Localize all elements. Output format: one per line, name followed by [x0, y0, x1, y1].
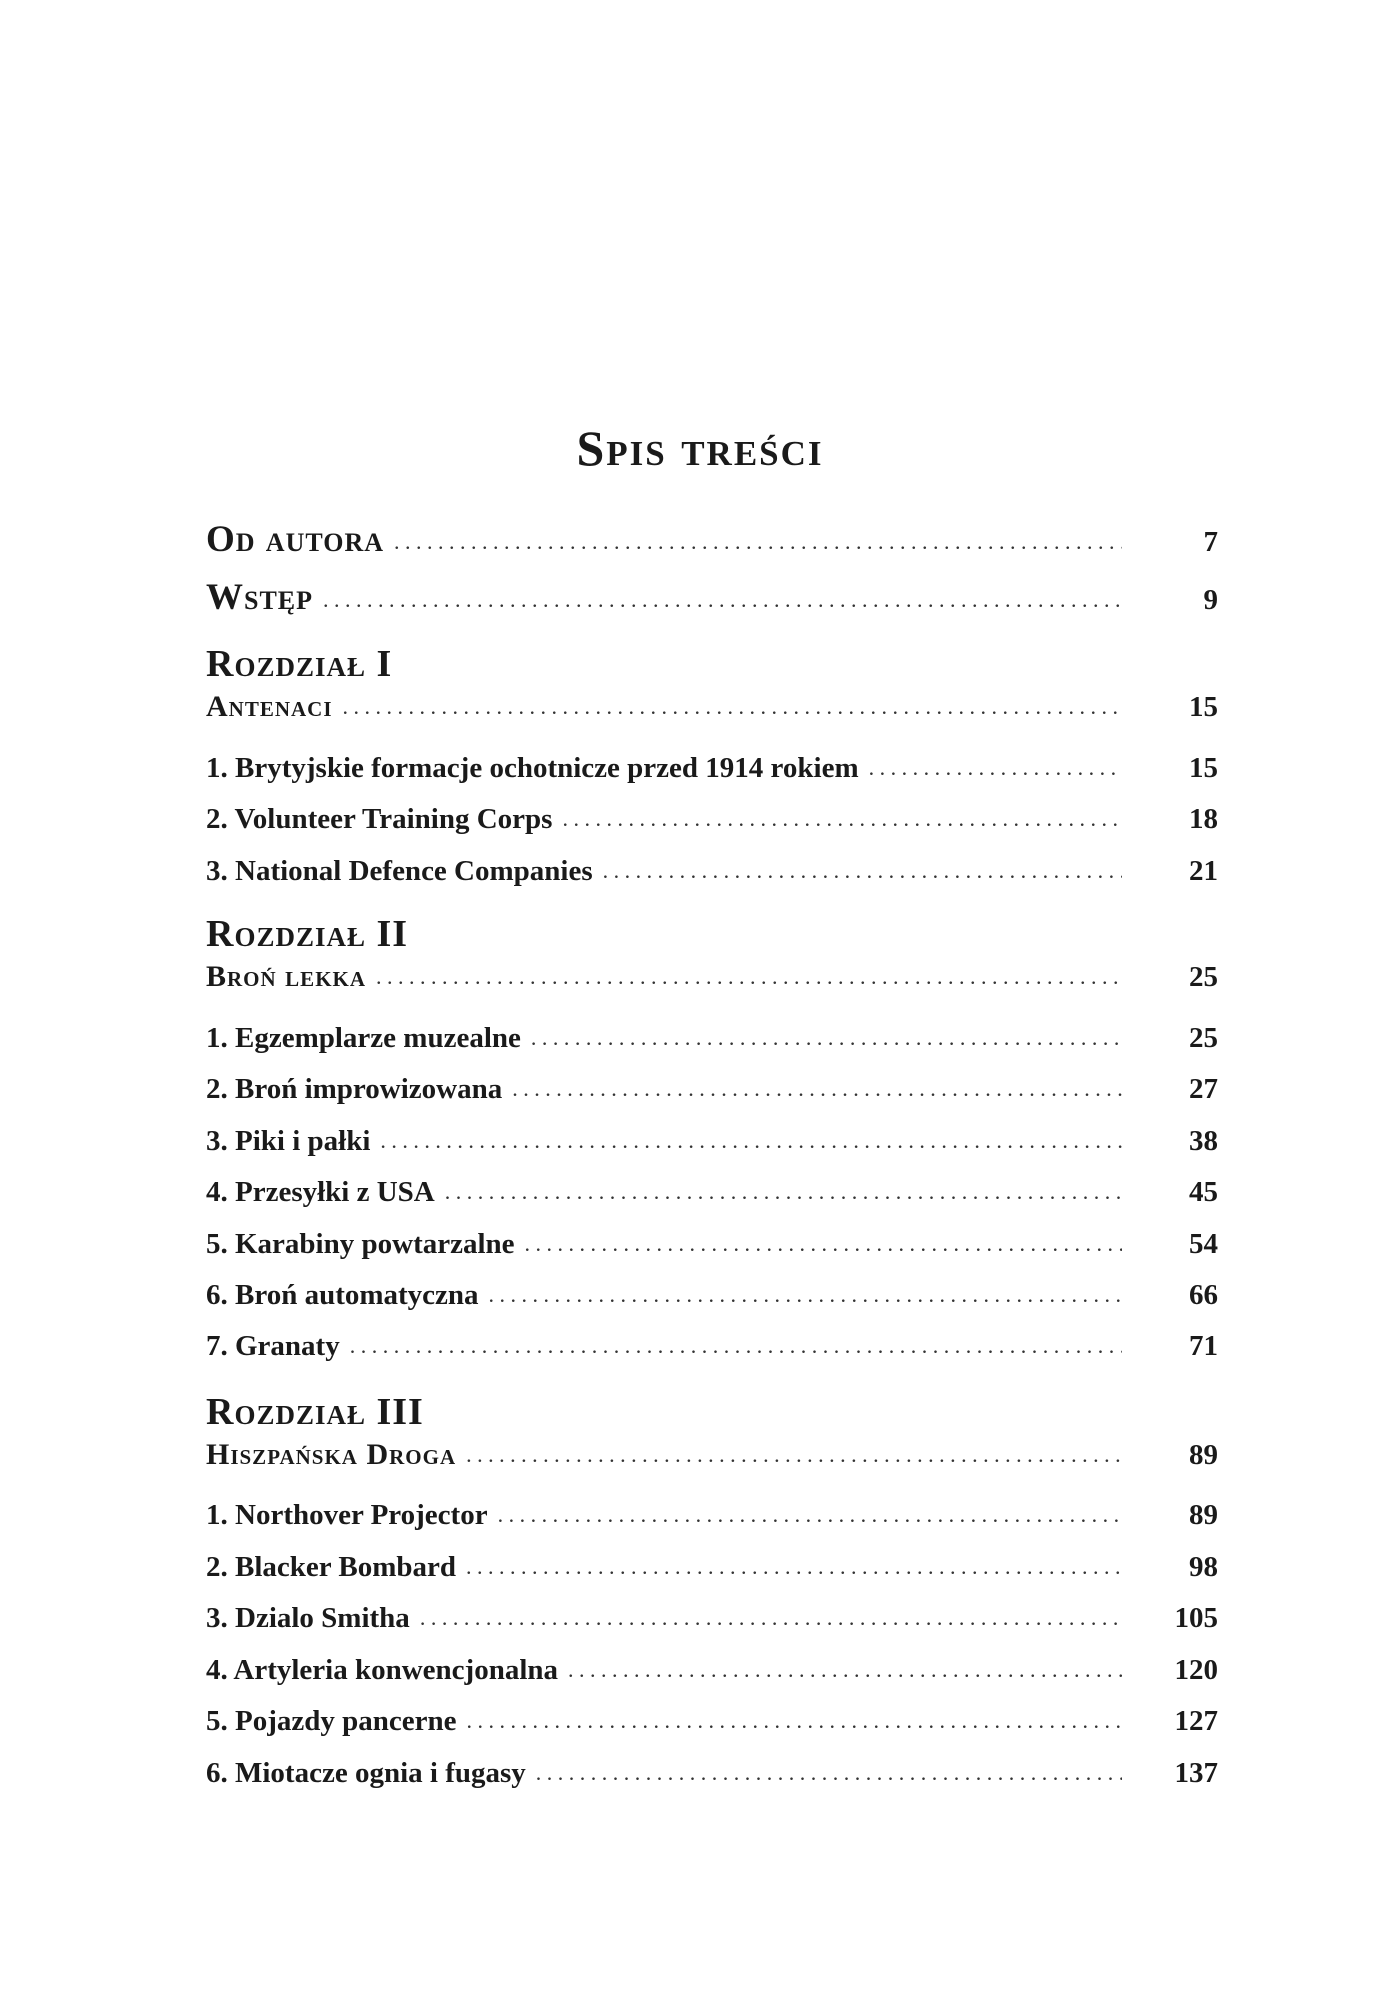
toc-item[interactable] [206, 1125, 1218, 1165]
toc-item-label: 4. Artyleria konwencjonalna [206, 1654, 559, 1686]
toc-item[interactable] [206, 1705, 1218, 1745]
dot-leader [466, 1442, 1122, 1468]
dot-leader [512, 1076, 1122, 1102]
chapter-title-entry[interactable] [206, 960, 1218, 1002]
dot-leader [525, 1231, 1122, 1257]
toc-item[interactable] [206, 1228, 1218, 1268]
toc-item-label: 1. Brytyjskie formacje ochotnicze przed 1914 rokiem [206, 752, 859, 784]
page-number: 120 [1174, 1654, 1218, 1686]
dot-leader [394, 529, 1122, 555]
dot-leader [445, 1179, 1122, 1205]
page-number: 89 [1189, 1439, 1218, 1471]
dot-leader [489, 1282, 1122, 1308]
page-number: 27 [1189, 1073, 1218, 1105]
dot-leader [343, 694, 1122, 720]
page-number: 127 [1174, 1705, 1218, 1737]
dot-leader [350, 1333, 1122, 1359]
toc-item-label: 1. Northover Projector [206, 1499, 488, 1531]
chapter-heading: Rozdział II [206, 913, 409, 955]
chapter-title: Hiszpańska Droga [206, 1438, 457, 1471]
chapter-heading: Rozdział I [206, 643, 393, 685]
toc-item[interactable] [206, 1551, 1218, 1591]
page-number: 18 [1189, 803, 1218, 835]
page-number: 105 [1174, 1602, 1218, 1634]
page-number: 21 [1189, 855, 1218, 887]
toc-item[interactable] [206, 1330, 1218, 1370]
page-number: 25 [1189, 961, 1218, 993]
dot-leader [498, 1502, 1122, 1528]
page-number: 45 [1189, 1176, 1218, 1208]
page-number: 137 [1174, 1757, 1218, 1789]
toc-item-label: 3. Piki i pałki [206, 1125, 371, 1157]
page-number: 54 [1189, 1228, 1218, 1260]
toc-item[interactable] [206, 752, 1218, 792]
page-number: 15 [1189, 691, 1218, 723]
toc-item[interactable] [206, 1499, 1218, 1539]
toc-item-label: 4. Przesyłki z USA [206, 1176, 435, 1208]
toc-item-label: 6. Miotacze ognia i fugasy [206, 1757, 526, 1789]
page-number: 89 [1189, 1499, 1218, 1531]
page-number: 15 [1189, 752, 1218, 784]
toc-item-label: 2. Volunteer Training Corps [206, 803, 553, 835]
dot-leader [536, 1760, 1122, 1786]
page-number: 71 [1189, 1330, 1218, 1362]
dot-leader [531, 1025, 1122, 1051]
dot-leader [869, 755, 1122, 781]
toc-entry-od-autora[interactable] [206, 518, 1218, 568]
toc-entry-label: Wstęp [206, 577, 314, 618]
chapter-title-entry[interactable] [206, 1438, 1218, 1480]
dot-leader [562, 806, 1122, 832]
toc-entry-label: Od autora [206, 519, 385, 560]
dot-leader [323, 587, 1122, 613]
toc-item[interactable] [206, 855, 1218, 895]
chapter-title-entry[interactable] [206, 690, 1218, 732]
page-number: 7 [1203, 526, 1218, 558]
dot-leader [420, 1605, 1122, 1631]
page-number: 25 [1189, 1022, 1218, 1054]
toc-item[interactable] [206, 1602, 1218, 1642]
toc-item-label: 6. Broń automatyczna [206, 1279, 479, 1311]
toc-item[interactable] [206, 1279, 1218, 1319]
toc-item[interactable] [206, 1654, 1218, 1694]
chapter-heading: Rozdział III [206, 1391, 424, 1433]
page-number: 98 [1189, 1551, 1218, 1583]
toc-item-label: 3. National Defence Companies [206, 855, 593, 887]
dot-leader [568, 1657, 1122, 1683]
chapter-title: Antenaci [206, 690, 333, 723]
toc-item-label: 5. Pojazdy pancerne [206, 1705, 457, 1737]
toc-item[interactable] [206, 1176, 1218, 1216]
dot-leader [467, 1708, 1123, 1734]
toc-item-label: 1. Egzemplarze muzealne [206, 1022, 521, 1054]
toc-item-label: 7. Granaty [206, 1330, 340, 1362]
page-number: 9 [1203, 584, 1218, 616]
toc-item[interactable] [206, 803, 1218, 843]
toc-item-label: 5. Karabiny powtarzalne [206, 1228, 515, 1260]
dot-leader [466, 1554, 1122, 1580]
dot-leader [380, 1128, 1122, 1154]
toc-item[interactable] [206, 1022, 1218, 1062]
page-number: 38 [1189, 1125, 1218, 1157]
chapter-title: Broń lekka [206, 960, 367, 993]
toc-item[interactable] [206, 1757, 1218, 1797]
page-number: 66 [1189, 1279, 1218, 1311]
toc-item-label: 2. Broń improwizowana [206, 1073, 503, 1105]
page-title: Spis treści [576, 420, 824, 476]
toc-item-label: 2. Blacker Bombard [206, 1551, 456, 1583]
toc-item-label: 3. Dzialo Smitha [206, 1602, 410, 1634]
dot-leader [376, 964, 1122, 990]
dot-leader [603, 858, 1122, 884]
toc-item[interactable] [206, 1073, 1218, 1113]
toc-entry-wstep[interactable] [206, 576, 1218, 626]
